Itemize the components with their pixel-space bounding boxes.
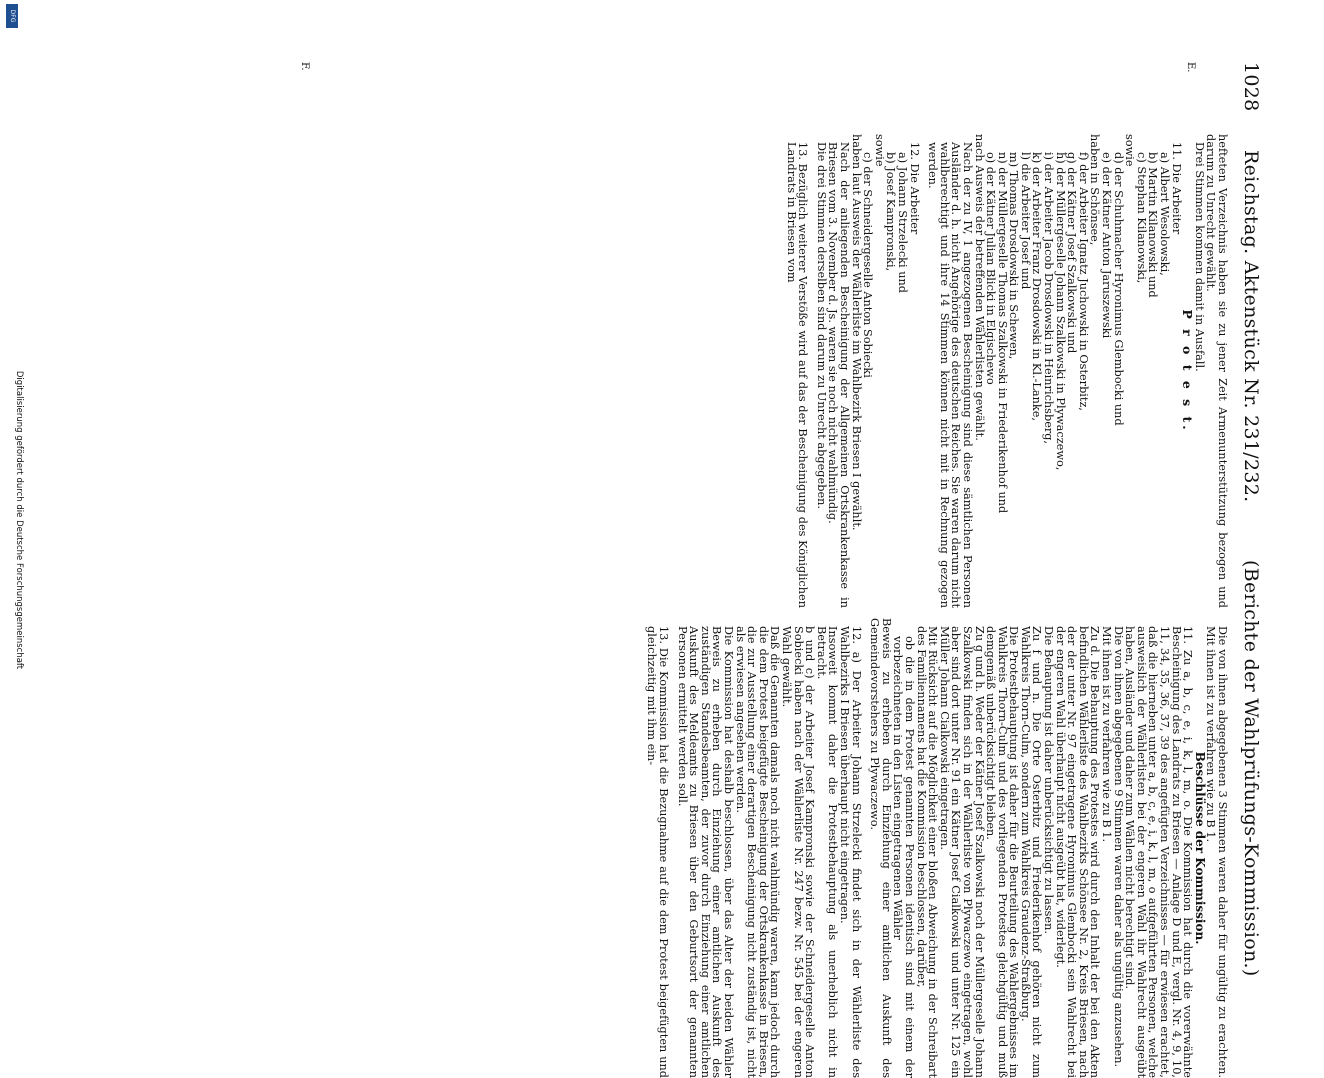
paragraph: k) der Arbeiter Franz Drosdowski in Kl.-Lanke, bbox=[1030, 152, 1044, 422]
left-column bbox=[785, 134, 1228, 608]
paragraph: Die von ihnen abgegebenen 9 Stimmen waren daher als ungültig anzusehen. bbox=[1111, 626, 1125, 1068]
paragraph: c) der Schneidergeselle Anton Sobiecki bbox=[861, 152, 875, 378]
paragraph: haben in Schönsee, bbox=[1088, 134, 1102, 246]
paragraph: Die von ihnen abgegebenen 3 Stimmen waren daher für ungültig zu erachten. Mit ihnen ist zu verfahren wie zu B 1. bbox=[1204, 626, 1229, 1078]
paragraph: P r o t e s t. bbox=[1180, 309, 1196, 433]
paragraph: Daß die Genannten damals noch nicht wahlmündig waren, kann jedoch durch die dem Protest beigefügte Bescheinigung der Ortskrankenkasse in Briesen, die zur Ausstellung einer derartigen Bescheinigung nicht zuständig ist, nicht als erwiesen angesehen werden. bbox=[733, 626, 782, 1078]
paragraph: Beschlüsse der Kommission. bbox=[1192, 751, 1207, 945]
page-number: 1028 bbox=[1240, 62, 1262, 112]
paragraph: Zu g und h. Weder der Kätner Josef Szalkowski noch der Müllergeselle Johann Szalkowski finden sich in der Wählerliste von Plywaczewo eingetragen, wohl aber sind dort unter Nr. 91 ein Kätner Josef Cialkowski und unter Nr. 125 ein Müller Johann Cialkowski eingetragen. bbox=[937, 626, 986, 1078]
paragraph: o) der Kätner Julian Blicki in Elgischewo bbox=[984, 152, 998, 385]
paragraph: 11. Die Arbeiter bbox=[1169, 142, 1183, 235]
paragraph: hefteten Verzeichnis haben sie zu jener Zeit Armenunterstützung bezogen und darum zu Unrecht gewählt. bbox=[1204, 134, 1229, 608]
paragraph: i) der Arbeiter Jacob Drosdowski in Heinrichsberg, bbox=[1042, 152, 1056, 445]
paragraph: h) der Müllergeselle Johann Szalkowski in Plywaczewo, bbox=[1053, 152, 1067, 471]
paragraph: m) Thomas Drosdowski in Schewen, bbox=[1007, 152, 1021, 360]
paragraph: Die Behauptung ist daher unberücksichtigt zu lassen. bbox=[1042, 626, 1056, 934]
paragraph: Zu f und n. Die Orte Osterbitz und Friederikenhof gehören nicht zum Wahlkreis Thorn-Culm, sondern zum Wahlkreis Graudenz-Straßburg. bbox=[1018, 626, 1044, 1078]
dfg-logo: DFG bbox=[6, 4, 18, 28]
paragraph: g) der Kätner Josef Szalkowski und bbox=[1065, 152, 1079, 354]
paragraph: 13. Bezüglich weiterer Verstöße wird auf das der Bescheinigung des Königlichen Landrats in Briesen vom bbox=[784, 142, 810, 608]
paragraph: b) Martin Kilanowski und bbox=[1146, 152, 1160, 298]
paragraph: a) Johann Strzelecki und bbox=[895, 152, 909, 293]
digitization-credit: Digitalisierung gefördert durch die Deutsche Forschungsgemeinschaft bbox=[14, 370, 24, 670]
right-column bbox=[646, 618, 1228, 1078]
paragraph: sowie bbox=[1123, 134, 1137, 167]
paragraph: Zu d. Die Behauptung des Protestes wird durch den Inhalt der bei den Akten befindlichen Wählerliste des Wahlbezirks Schönsee Nr. 2, Kreis Briesen, nach der der unter Nr. 97 eingetragene Hyronimus Glembocki sein Wahlrecht bei der engeren Wahl überhaupt nicht ausgeübt hat, widerlegt. bbox=[1053, 626, 1102, 1078]
paragraph: ob die in dem Protest genannten Personen identisch sind mit einem der vorbezeichneten in den Listen eingetragenen Wähler bbox=[891, 636, 916, 1078]
paragraph: sowie bbox=[872, 134, 886, 167]
paragraph: Insoweit kommt daher die Protestbehauptung als unerheblich nicht in Betracht. bbox=[814, 626, 840, 1078]
running-head-right: (Berichte der Wahlprüfungs-Kommission.) bbox=[1240, 560, 1262, 977]
paragraph: n) der Müllergeselle Thomas Szalkowski in Friederikenhof und bbox=[995, 152, 1009, 514]
paragraph: Beweis zu erheben durch Einziehung einer amtlichen Auskunft des Gemeindevorstehers zu Plywaczewo. bbox=[868, 618, 893, 1078]
paragraph: Die Kommission hat deshalb beschlossen, über das Alter der beiden Wähler Beweis zu erheben durch Einziehung einer amtlichen Auskunft des zuständigen Standesbeamten, der zuvor durch Einziehung einer amtlichen Auskunft des Meldeamts zu Briesen über den Geburtsort der genannten Personen ermittelt werden soll. bbox=[675, 626, 736, 1078]
paragraph: f) der Arbeiter Ignatz Juchowski in Osterbitz, bbox=[1076, 152, 1090, 411]
paragraph: b und c) der Arbeiter Josef Kampronski sowie der Schneidergeselle Anton Sobiecki haben nach der Wählerliste Nr. 247 bezw. Nr. 545 bei der engeren Wahl gewählt. bbox=[780, 626, 817, 1078]
paragraph: 12. Die Arbeiter bbox=[907, 142, 921, 235]
paragraph: 11. Zu a, b, c, e, i, k, l, m, o. Die Kommission hat durch die vorerwähnte Bescheinigung des Landrats zu Briesen — Anlage D und E, vergl. Nr. 4, 9, 10, 11, 34, 35, 36, 37, 39 des angefügten Verzeichnisses — für erwiesen erachtet, daß die hierneben unter a, b, c, e, i, k, l, m, o aufgeführten Personen, welche ausweislich der Wählerlisten bei der engeren Wahl ihr Wahlrecht ausgeübt haben, Ausländer und daher zum Wählen nicht berechtigt sind. bbox=[1123, 626, 1195, 1078]
paragraph: nach Ausweis der betreffenden Wählerlisten gewählt. bbox=[972, 134, 986, 441]
paragraph: haben laut Ausweis der Wählerliste im Wahlbezirk Briesen I gewählt. bbox=[849, 134, 863, 531]
running-head-left: Reichstag. Aktenstück Nr. 231/232. bbox=[1240, 150, 1262, 503]
paragraph: Drei Stimmen kommen damit in Ausfall. bbox=[1192, 142, 1206, 372]
paragraph: a) Albert Wesolowski, bbox=[1158, 152, 1172, 276]
margin-note-f: F. bbox=[299, 62, 310, 71]
paragraph: l) die Arbeiter Josef und bbox=[1018, 152, 1032, 290]
paragraph: 13. Die Kommission hat die Bezugnahme auf die dem Protest beigefügten und gleichzeitig mit ihm ein- bbox=[645, 626, 671, 1078]
paragraph: Mit ihnen ist zu verfahren wie zu B 1. bbox=[1100, 626, 1114, 843]
paragraph: Die Protestbehauptung ist daher für die Beurteilung des Wahlergebnisses im Wahlkreis Thorn-Culm und des vorliegenden Protestes gleichgültig und muß demgemäß unberücksichtigt bleiben. bbox=[984, 626, 1021, 1078]
margin-note-e: E. bbox=[1185, 62, 1196, 73]
paragraph: Nach der zu IV, 1 angezogenen Bescheinigung sind diese sämtlichen Personen Ausländer d. h. nicht Angehörige des deutschen Reiches. Sie waren darum nicht wahlberechtigt und ihre 14 Stimmen können nicht mit in Rechnung gezogen werden. bbox=[926, 142, 974, 608]
paragraph: d) der Schuhmacher Hyronimus Glembocki und bbox=[1111, 152, 1125, 426]
paragraph: b) Josef Kampronski, bbox=[884, 152, 898, 272]
paragraph: Mit Rücksicht auf die Möglichkeit einer bloßen Abweichung in der Schreibart des Familiennamens hat die Kommission beschlossen, darüber, bbox=[914, 626, 940, 1078]
paragraph: e) der Kätner Anton Jaruszewski bbox=[1100, 152, 1114, 339]
paragraph: c) Stephan Kilanowski, bbox=[1134, 152, 1148, 284]
paragraph: Nach der anliegenden Bescheinigung der Allgemeinen Ortskrankenkasse in Briesen vom 3. November d. Js. waren sie noch nicht wahlmündig. bbox=[826, 142, 851, 608]
paragraph-gap bbox=[920, 134, 927, 608]
paragraph: Die drei Stimmen derselben sind darum zu Unrecht abgegeben. bbox=[814, 142, 828, 510]
paragraph: 12. a) Der Arbeiter Johann Strzelecki findet sich in der Wählerliste des Wahlbezirks I Briesen überhaupt nicht eingetragen. bbox=[838, 626, 863, 1078]
